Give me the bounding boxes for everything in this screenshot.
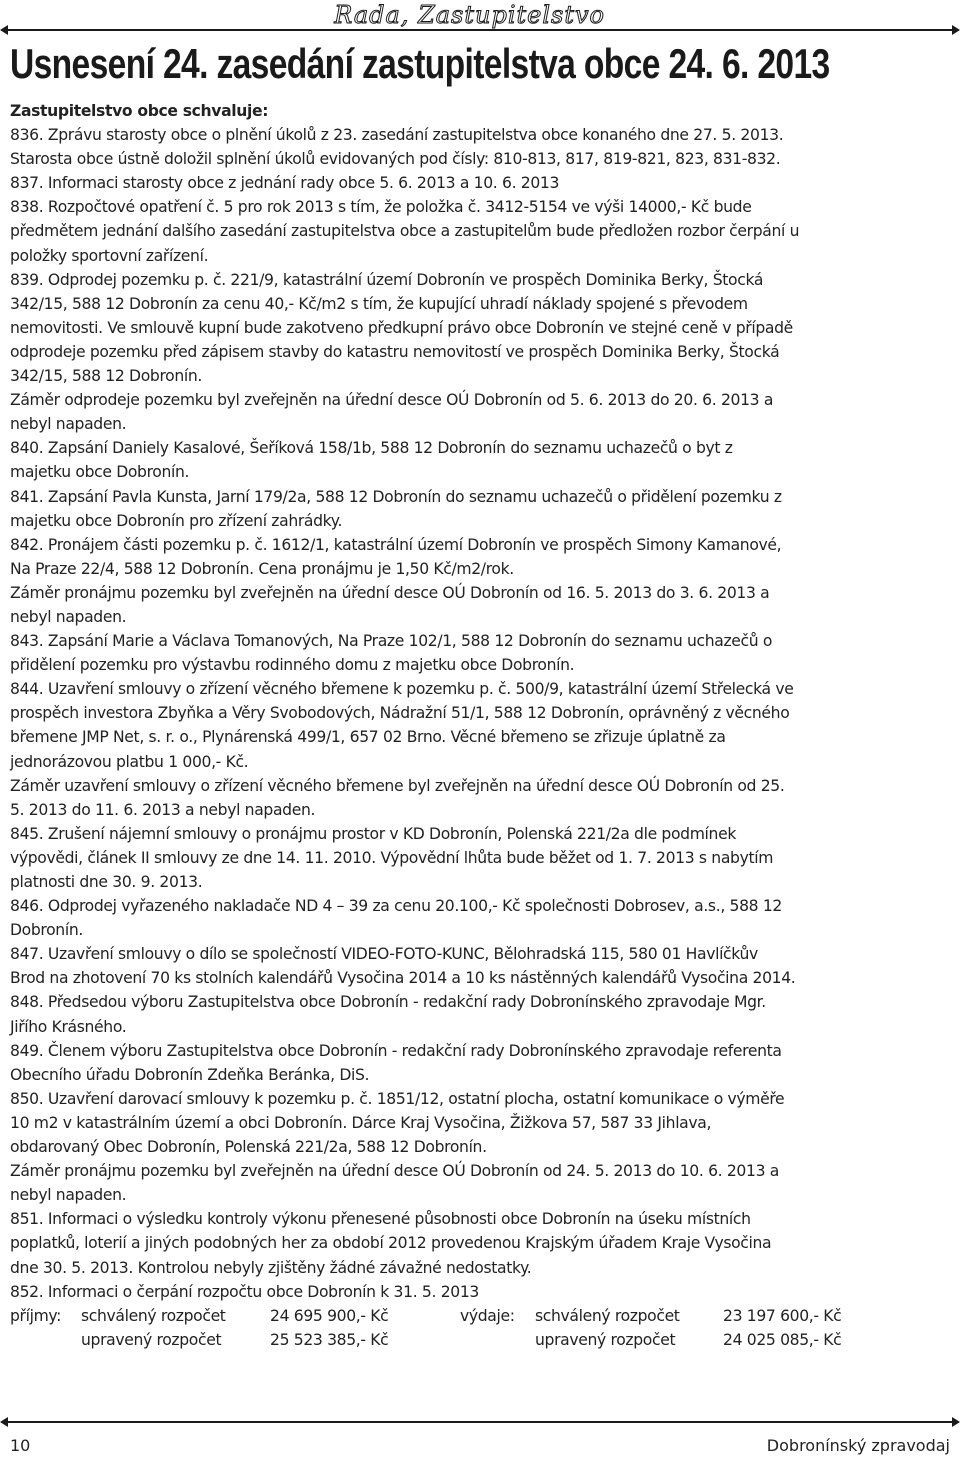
text-line: jednorázovou platbu 1 000,- Kč.	[10, 752, 249, 771]
text-line: 849. Členem výboru Zastupitelstva obce Dobronín - redakční rady Dobronínského zpravodaje referenta	[10, 1041, 782, 1060]
text-line: prospěch investora Zbyňka a Věry Svobodových, Nádražní 51/1, 588 12 Dobronín, oprávněný z věcného	[10, 704, 790, 723]
expense-adjusted-label: upravený rozpočet	[535, 1330, 676, 1349]
text-line: 850. Uzavření darovací smlouvy k pozemku p. č. 1851/12, ostatní plocha, ostatní komunikace o výměře	[10, 1089, 785, 1108]
text-line: přidělení pozemku pro výstavbu rodinného domu z majetku obce Dobronín.	[10, 656, 575, 675]
publication-name: Dobronínský zpravodaj	[766, 1436, 950, 1455]
income-approved-value: 24 695 900,- Kč	[270, 1306, 389, 1325]
text-line: 846. Odprodej vyřazeného nakladače ND 4 – 39 za cenu 20.100,- Kč společnosti Dobrosev, a.s., 588 12	[10, 897, 782, 916]
text-line: 841. Zapsání Pavla Kunsta, Jarní 179/2a, 588 12 Dobronín do seznamu uchazečů o přidělení pozemku z	[10, 487, 782, 506]
text-line: předmětem jednání dalšího zasedání zastupitelstva obce a zastupitelům bude předložen rozbor čerpání u	[10, 222, 800, 241]
divider-left-cap	[0, 25, 8, 35]
divider-left-cap	[0, 1417, 8, 1427]
text-line: 838. Rozpočtové opatření č. 5 pro rok 2013 s tím, že položka č. 3412-5154 ve výši 14000,- Kč bude	[10, 198, 752, 217]
text-line: Záměr pronájmu pozemku byl zveřejněn na úřední desce OÚ Dobronín od 16. 5. 2013 do 3. 6. 2013 a	[10, 583, 770, 602]
text-line: 836. Zprávu starosty obce o plnění úkolů z 23. zasedání zastupitelstva obce konaného dne 27. 5. 2013.	[10, 126, 784, 145]
text-line: platnosti dne 30. 9. 2013.	[10, 873, 203, 891]
text-line: 837. Informaci starosty obce z jednání rady obce 5. 6. 2013 a 10. 6. 2013	[10, 174, 560, 193]
top-divider-caps	[0, 25, 960, 35]
expense-approved-label: schválený rozpočet	[535, 1306, 680, 1325]
text-line: 844. Uzavření smlouvy o zřízení věcného břemene k pozemku p. č. 500/9, katastrální území Střelecká ve	[10, 680, 794, 699]
expense-label: výdaje:	[460, 1306, 515, 1325]
resolution-lines	[10, 123, 952, 1304]
page-number: 10	[10, 1436, 31, 1455]
income-label: příjmy:	[10, 1306, 62, 1325]
income-adjusted-label: upravený rozpočet	[81, 1330, 222, 1349]
text-line: 5. 2013 do 11. 6. 2013 a nebyl napaden.	[10, 800, 316, 819]
text-line: 848. Předsedou výboru Zastupitelstva obce Dobronín - redakční rady Dobronínského zpravodaje Mgr.	[10, 993, 766, 1012]
income-adjusted-value: 25 523 385,- Kč	[270, 1330, 389, 1349]
text-line: Záměr pronájmu pozemku byl zveřejněn na úřední desce OÚ Dobronín od 24. 5. 2013 do 10. 6. 2013 a	[10, 1162, 779, 1181]
section-header: Rada, Zastupitelstvo	[334, 1, 605, 29]
text-line: 847. Uzavření smlouvy o dílo se společností VIDEO-FOTO-KUNC, Bělohradská 115, 580 01 Havlíčkův	[10, 945, 758, 964]
text-line: 342/15, 588 12 Dobronín.	[10, 367, 203, 386]
text-line: 843. Zapsání Marie a Václava Tomanových, Na Praze 102/1, 588 12 Dobronín do seznamu uchazečů o	[10, 632, 773, 651]
text-line: nebyl napaden.	[10, 415, 127, 434]
text-line: 342/15, 588 12 Dobronín za cenu 40,- Kč/m2 s tím, že kupující uhradí náklady spojené s převodem	[10, 294, 748, 313]
text-line: majetku obce Dobronín pro zřízení zahrádky.	[10, 511, 343, 530]
text-line: 10 m2 v katastrálním území a obci Dobronín. Dárce Kraj Vysočina, Žižkova 57, 587 33 Jihlava,	[10, 1113, 712, 1132]
intro-heading: Zastupitelstvo obce schvaluje:	[10, 102, 269, 120]
text-line: položky sportovní zařízení.	[10, 246, 209, 265]
expense-adjusted-value: 24 025 085,- Kč	[723, 1330, 842, 1349]
text-line: 842. Pronájem části pozemku p. č. 1612/1, katastrální území Dobronín ve prospěch Simony Kamanové,	[10, 535, 782, 554]
divider-right-cap	[952, 25, 960, 35]
resolution-body	[10, 99, 952, 1352]
text-line: nebyl napaden.	[10, 607, 127, 626]
text-line: 840. Zapsání Daniely Kasalové, Šeříková 158/1b, 588 12 Dobronín do seznamu uchazečů o byt z	[10, 439, 733, 458]
text-line: výpovědi, článek II smlouvy ze dne 14. 11. 2010. Výpovědní lhůta bude běžet od 1. 7. 2013 s nabytím	[10, 848, 774, 867]
text-line: Záměr uzavření smlouvy o zřízení věcného břemene byl zveřejněn na úřední desce OÚ Dobronín od 25.	[10, 776, 785, 795]
text-line: Obecního úřadu Dobronín Zdeňka Beránka, DiS.	[10, 1065, 370, 1084]
text-line: Starosta obce ústně doložil splnění úkolů evidovaných pod čísly: 810-813, 817, 819-821, 823, 831-832.	[10, 150, 781, 169]
expense-approved-value: 23 197 600,- Kč	[723, 1306, 842, 1325]
text-line: 851. Informaci o výsledku kontroly výkonu přenesené působnosti obce Dobronín na úseku místních	[10, 1210, 751, 1229]
text-line: Jiřího Krásného.	[10, 1017, 127, 1036]
text-line: Záměr odprodeje pozemku byl zveřejněn na úřední desce OÚ Dobronín od 5. 6. 2013 do 20. 6. 2013 a	[10, 391, 774, 410]
text-line: 839. Odprodej pozemku p. č. 221/9, katastrální území Dobronín ve prospěch Dominika Berky, Štocká	[10, 270, 764, 289]
text-line: nemovitosti. Ve smlouvě kupní bude zakotveno předkupní právo obce Dobronín ve stejné ceně v případě	[10, 318, 793, 337]
divider-right-cap	[952, 1417, 960, 1427]
text-line: poplatků, loterií a jiných podobných her za období 2012 provedenou Krajským úřadem Kraje Vysočina	[10, 1234, 772, 1253]
budget-summary	[10, 1304, 952, 1352]
text-line: obdarovaný Obec Dobronín, Polenská 221/2a, 588 12 Dobronín.	[10, 1138, 487, 1157]
text-line: odprodeje pozemku před zápisem stavby do katastru nemovitostí ve prospěch Dominika Berky, Štocká	[10, 342, 780, 361]
text-line: 845. Zrušení nájemní smlouvy o pronájmu prostor v KD Dobronín, Polenská 221/2a dle podmínek	[10, 824, 737, 843]
text-line: 852. Informaci o čerpání rozpočtu obce Dobronín k 31. 5. 2013	[10, 1282, 479, 1301]
text-line: Brod na zhotovení 70 ks stolních kalendářů Vysočina 2014 a 10 ks nástěnných kalendářů Vysočina 2014.	[10, 969, 796, 988]
income-approved-label: schválený rozpočet	[81, 1306, 226, 1325]
text-line: dne 30. 5. 2013. Kontrolou nebyly zjištěny žádné závažné nedostatky.	[10, 1258, 532, 1277]
text-line: nebyl napaden.	[10, 1186, 127, 1205]
text-line: majetku obce Dobronín.	[10, 463, 190, 482]
bottom-divider-caps	[0, 1417, 960, 1427]
text-line: Dobronín.	[10, 921, 83, 940]
text-line: břemene JMP Net, s. r. o., Plynárenská 499/1, 657 02 Brno. Věcné břemeno se zřizuje úplatně za	[10, 728, 726, 747]
page-title: Usnesení 24. zasedání zastupitelstva obce 24. 6. 2013	[10, 40, 830, 87]
text-line: Na Praze 22/4, 588 12 Dobronín. Cena pronájmu je 1,50 Kč/m2/rok.	[10, 559, 514, 578]
